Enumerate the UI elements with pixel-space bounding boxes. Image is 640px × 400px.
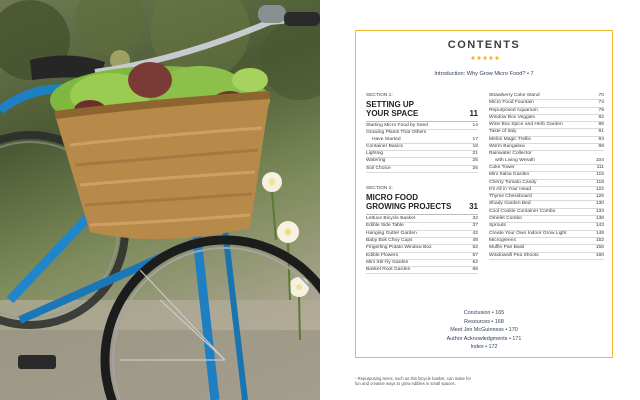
section-2-title-line2: GROWING PROJECTS	[366, 202, 452, 212]
back-matter-entry[interactable]: Author Acknowledgments • 171	[446, 335, 522, 342]
section-2-title[interactable]	[366, 193, 478, 211]
toc-entry[interactable]: Baby Bok Choy Cups 48	[366, 238, 478, 245]
section-2-rule	[366, 214, 478, 215]
toc-entry[interactable]: Windowsill Pea Shoots 160	[489, 253, 604, 260]
toc-entry[interactable]: Mini Stir-fry Garden 62	[366, 260, 478, 267]
toc-entry[interactable]: Hanging Gutter Garden 42	[366, 231, 478, 238]
wicker-basket	[55, 95, 270, 239]
toc-entry[interactable]: Watering 25	[366, 158, 478, 165]
toc-entry[interactable]: Lighting 21	[366, 151, 478, 158]
back-matter-entry[interactable]: Meet Jen McGuinness • 170	[450, 327, 518, 333]
toc-entry[interactable]: Edible Side Table 37	[366, 223, 478, 230]
toc-entry[interactable]: Thyme Chessboard 126	[489, 194, 604, 201]
toc-entry[interactable]: Omelet Combo 138	[489, 216, 604, 223]
photo-caption	[355, 376, 475, 386]
caption-bullet: •	[355, 376, 357, 381]
toc-entry[interactable]: Sprouts 143	[489, 223, 604, 230]
toc-entry[interactable]: Have Started 17	[366, 137, 478, 144]
toc-entry[interactable]: with Living Wreath 104	[489, 158, 604, 165]
contents-title: CONTENTS	[447, 39, 521, 51]
toc-entry[interactable]: Melon Magic Trellis 94	[489, 137, 604, 144]
toc-entry[interactable]: Worm Bungalow 99	[489, 144, 604, 151]
section-2-page: 31	[469, 202, 478, 212]
toc-entry[interactable]: Repurposed Aquarium 79	[489, 108, 604, 115]
toc-entry[interactable]: Container Basics 18	[366, 144, 478, 151]
section-1-title[interactable]	[366, 100, 478, 118]
toc-entry[interactable]: Window Box Veggies 82	[489, 115, 604, 122]
toc-entry[interactable]: Wine Box Spice and Herb Garden 86	[489, 122, 604, 129]
caption-text: Repurposing items, such as this bicycle basket, can make for fun and creative ways to grow edibles in small spaces.	[355, 376, 471, 386]
section-1-label: SECTION 1:	[366, 93, 393, 98]
toc-entry[interactable]: Strawberry Coke Stand 70	[489, 93, 604, 100]
toc-entry[interactable]: Starting Micro Food by Seed 14	[366, 123, 478, 130]
contents-frame	[355, 30, 613, 358]
toc-entry[interactable]: Rainwater Collector	[489, 151, 532, 157]
toc-entry[interactable]: Growing Plants That Others	[366, 130, 427, 136]
section-2-title-line1: MICRO FOOD	[366, 193, 418, 203]
toc-entry[interactable]: Cherry Tomato Candy 118	[489, 180, 604, 187]
back-matter-list	[356, 309, 612, 352]
contents-page	[320, 0, 640, 400]
toc-entry[interactable]: It's All in Your Head 122	[489, 187, 604, 194]
toc-entry[interactable]: Edible Flowers 57	[366, 253, 478, 260]
toc-entry[interactable]: Mini Salsa Garden 115	[489, 172, 604, 179]
section-1-title-line2: YOUR SPACE	[366, 109, 419, 118]
toc-entry[interactable]: Taste of Italy 91	[489, 129, 604, 136]
back-matter-entry[interactable]: Index • 172	[470, 344, 498, 350]
toc-entry[interactable]: Shady Garden Bed 130	[489, 201, 604, 208]
toc-entry[interactable]: Soil Choice 26	[366, 166, 478, 173]
toc-entry[interactable]: Cuke Tower 111	[489, 165, 604, 172]
toc-entry[interactable]: Lettuce Bicycle Basket 32	[366, 216, 478, 223]
ornament-icon	[469, 55, 501, 61]
toc-entry[interactable]: Create Your Own Indoor Grow Light 148	[489, 231, 604, 238]
back-matter-entry[interactable]: Conclusion • 165	[463, 310, 505, 316]
section-2-label: SECTION 2:	[366, 186, 393, 192]
section-1-rule	[366, 121, 478, 122]
back-matter-entry[interactable]: Resources • 168	[464, 318, 504, 325]
toc-entry[interactable]: Microgreens 152	[489, 238, 604, 245]
toc-entry[interactable]: Cool Cookie Container Combo 134	[489, 209, 604, 216]
intro-entry[interactable]: Introduction: Why Grow Micro Food? • 7	[434, 71, 534, 77]
contents-right-column	[489, 93, 604, 260]
toc-entry[interactable]: Muffin Pan Basil 156	[489, 245, 604, 252]
section-1-title-line1: SETTING UP	[366, 100, 415, 109]
toc-entry[interactable]: Micro Food Fountain 74	[489, 100, 604, 107]
toc-entry[interactable]: Fingerling Potato Window Box 52	[366, 245, 478, 252]
toc-entry[interactable]: Basket Root Garden 68	[366, 267, 478, 274]
section-1-page: 11	[469, 109, 478, 118]
contents-left-column	[366, 93, 478, 274]
